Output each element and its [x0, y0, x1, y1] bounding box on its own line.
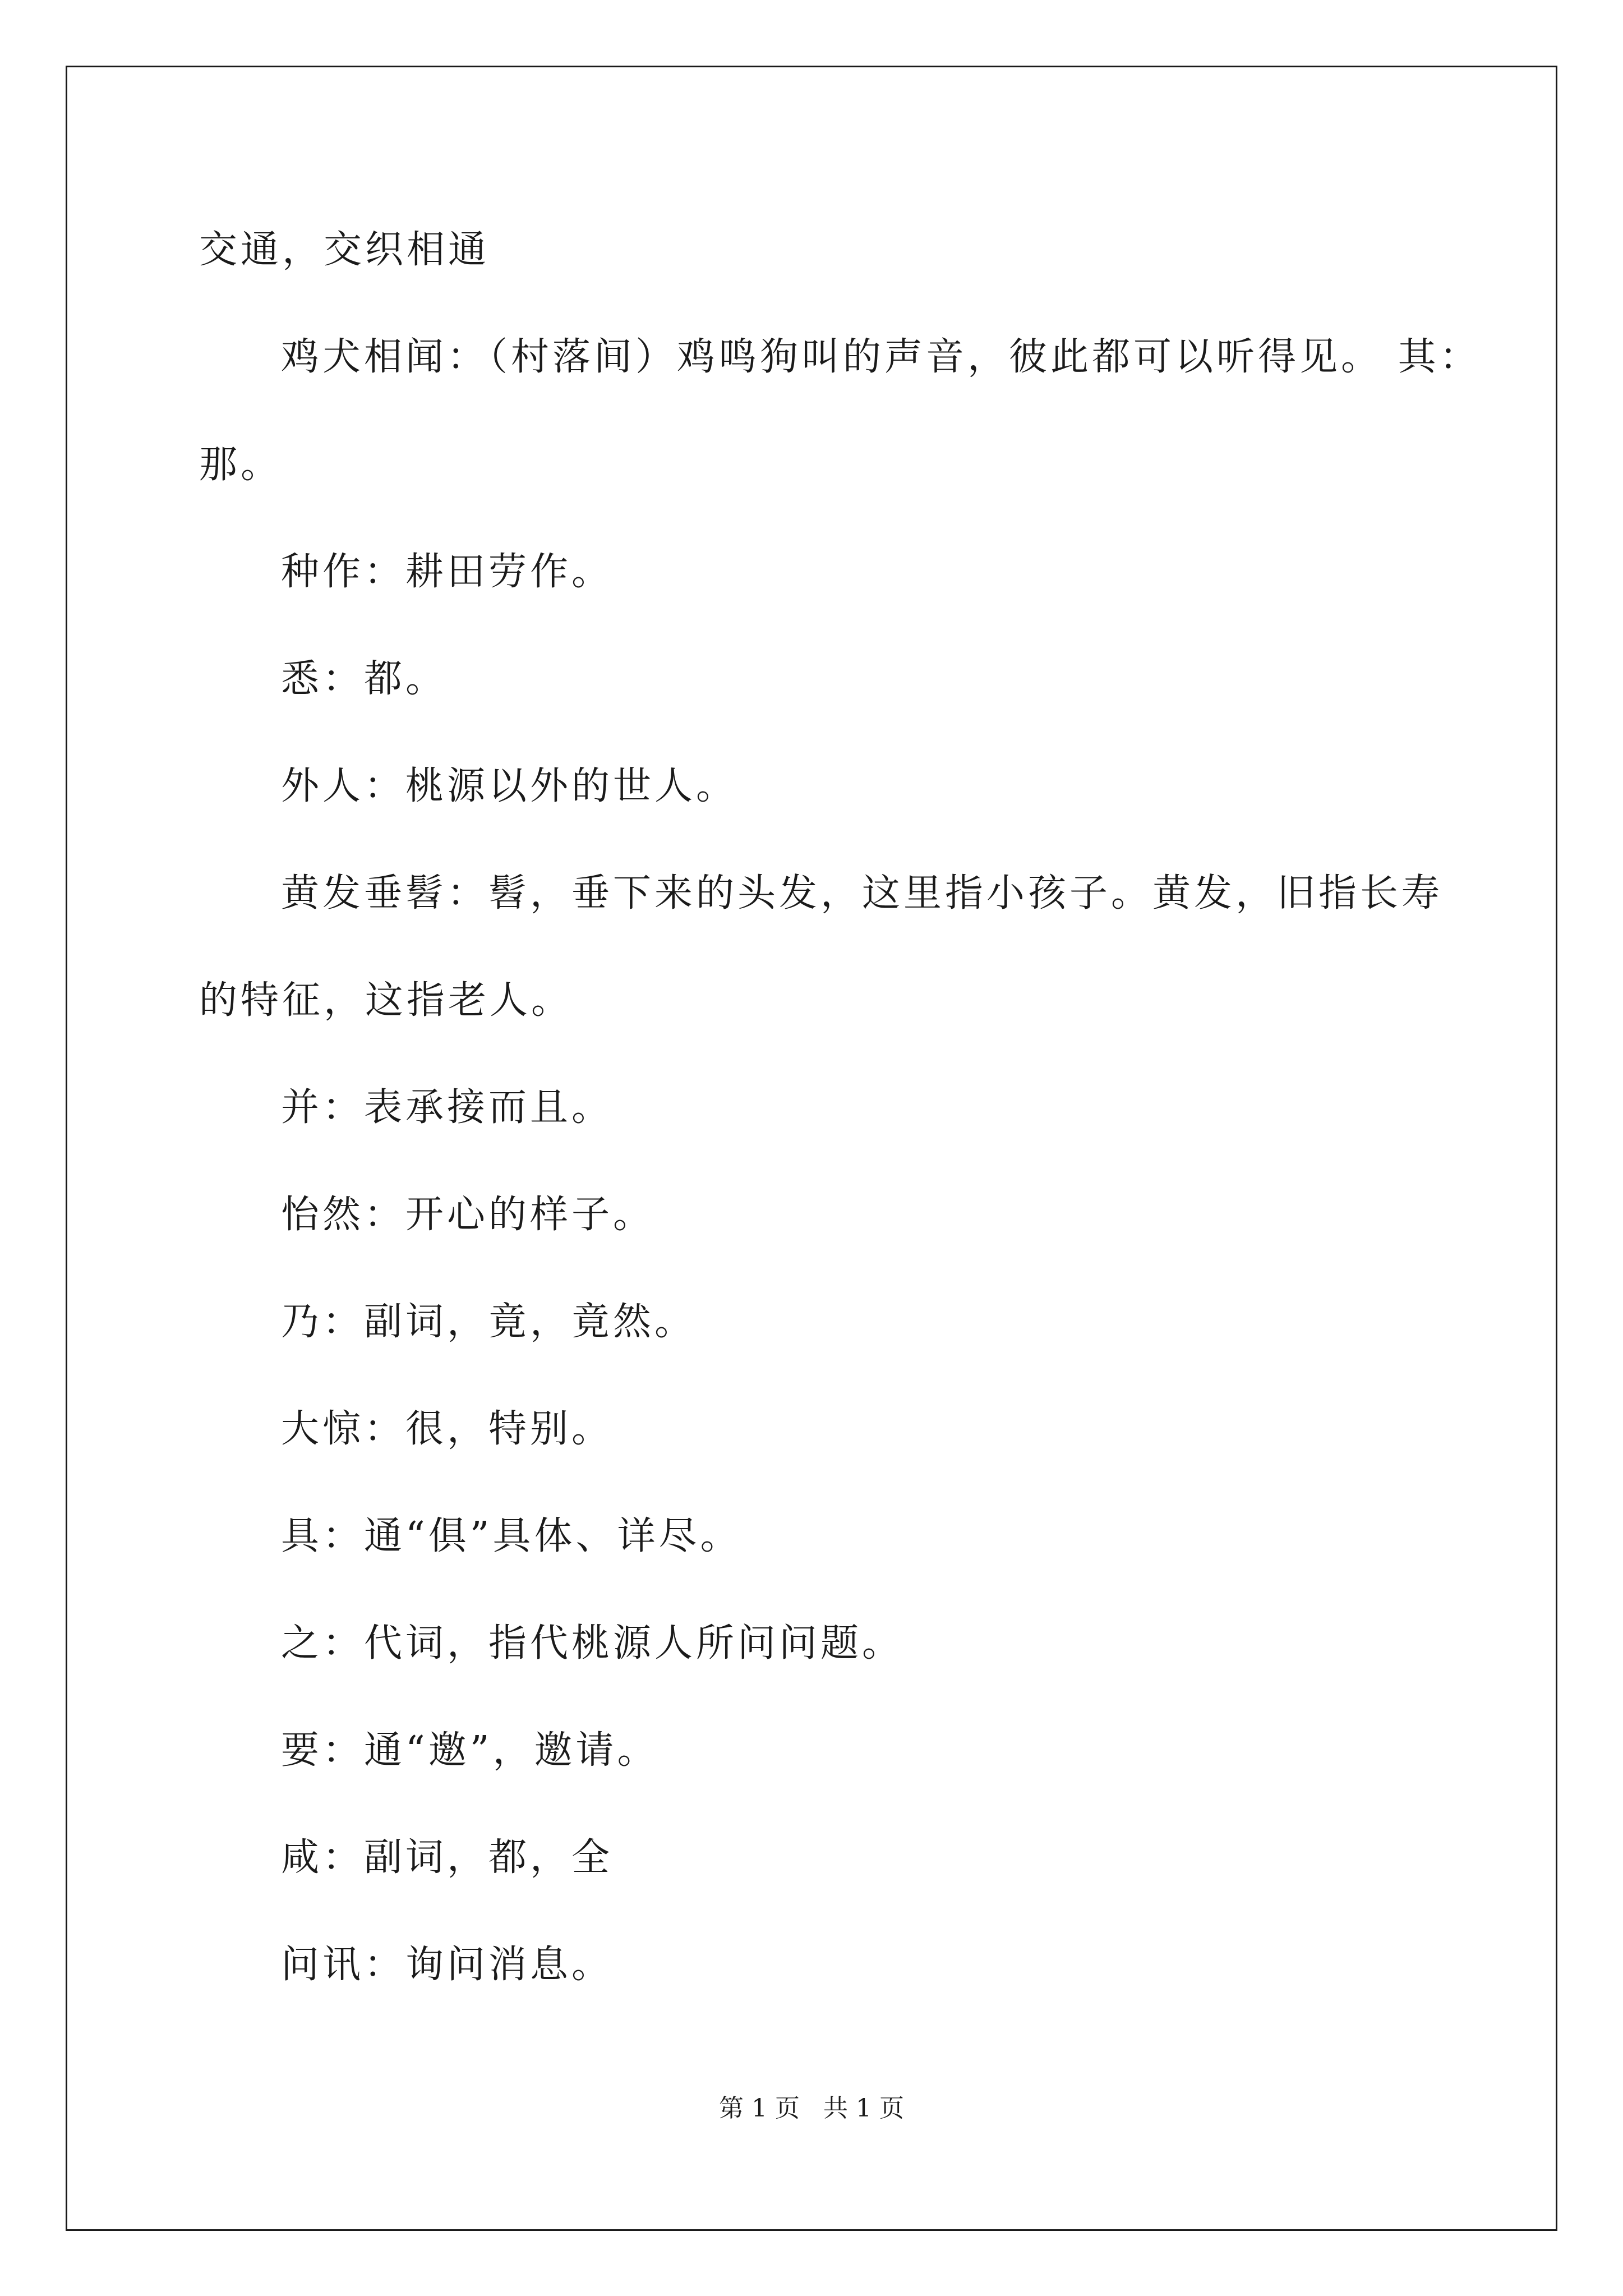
text-line: 并：表承接而且。: [281, 1085, 614, 1130]
text-line: 的特征，这指老人。: [199, 978, 573, 1023]
text-line: 外人：桃源以外的世人。: [281, 764, 738, 808]
text-line: 鸡犬相闻：（村落间）鸡鸣狗叫的声音，彼此都可以听得见。 其：: [281, 335, 1481, 379]
text-line: 大惊：很，特别。: [281, 1407, 614, 1451]
page-footer: 第 1 页 共 1 页: [719, 2094, 904, 2123]
text-line: 乃：副词，竟，竟然。: [281, 1300, 697, 1344]
text-line: 黄发垂髫：髫，垂下来的头发，这里指小孩子。黄发，旧指长寿: [281, 871, 1444, 915]
text-line: 具：通“俱”具体、详尽。: [281, 1514, 742, 1558]
text-line: 悉：都。: [281, 657, 448, 701]
text-line: 交通，交织相通: [199, 228, 490, 272]
text-line: 怡然：开心的样子。: [281, 1193, 655, 1237]
text-line: 那。: [199, 443, 283, 487]
text-line: 之：代词，指代桃源人所问问题。: [281, 1621, 904, 1665]
text-line: 种作：耕田劳作。: [281, 550, 614, 594]
text-line: 问讯：询问消息。: [281, 1943, 614, 1987]
page-border: [66, 66, 1557, 2231]
text-line: 咸：副词，都，全: [281, 1835, 614, 1880]
text-line: 要：通“邀”，邀请。: [281, 1728, 659, 1773]
